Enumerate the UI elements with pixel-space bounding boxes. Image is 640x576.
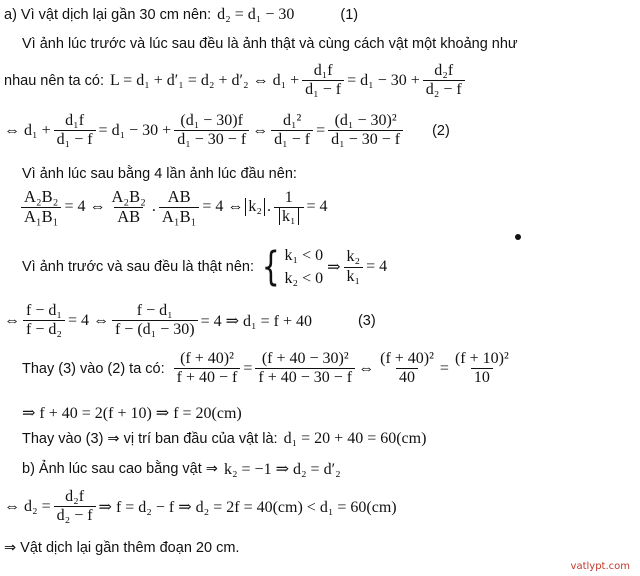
line-a4 [4, 112, 450, 150]
equation-part: = 4 ⇔ [67, 311, 109, 329]
equation-rest: ⇒ f = d₂ − f ⇒ d₂ = 2f = 40(cm) < d₁ = 60(cm) [98, 498, 397, 516]
equation-result: = 4 ⇒ d₁ = f + 40 [200, 312, 312, 330]
paragraph-text: Vì ảnh lúc trước và lúc sau đều là ảnh thật và cùng cách vật một khoảng như [22, 36, 518, 52]
line-a6: $\frac{\text{A₂B₂}}{\text{A₁B₁}}$ = 4 ⇔ A₂B₂ AB . $\frac{AB}{\text{A₁B₁}}$ = 4 ⇔ k₂ . $\frac{1}{\text{k₁}}$ = 4 [18, 188, 328, 227]
line-lead: ⇔ d₂ = [4, 497, 51, 515]
line-a8: ⇔ $\frac{\text{f − d₁}}{\text{f − d₂}}$ = 4 ⇔ $\frac{\text{f − d₁}}{\text{f − (d₁ − 30)}}$ = 4 ⇒ d₁ = f + 40 (3) [4, 302, 376, 339]
equation-2-tag: (2) [432, 122, 450, 139]
part-a-intro: a) Vì vật dịch lại gần 30 cm nên: [4, 7, 212, 23]
implies-arrow: ⇒ [327, 259, 341, 277]
fraction: $\frac{\text{f − d₁}}{\text{f − d₂}}$ [23, 302, 65, 340]
fraction: $\frac{\text{d₁²}}{\text{d₁ − f}}$ [271, 112, 313, 150]
system-row: k₂ < 0 [284, 270, 324, 288]
paragraph-text: Vì ảnh lúc sau bằng 4 lần ảnh lúc đầu nên: [22, 166, 297, 182]
equation-part: = 4 [306, 198, 328, 216]
equation-part: = 4 ⇔ [202, 198, 244, 216]
fraction: $\frac{\text{(f + 40)²}}{40}$ [380, 350, 434, 387]
left-brace-icon: { [261, 244, 280, 291]
fraction: $\frac{\text{k₂}}{\text{k₁}}$ [344, 248, 364, 286]
equation-l-mid: = d₁ − 30 + [347, 71, 420, 89]
fraction: $\frac{\text{f − d₁}}{\text{f − (d₁ − 30)}}$ [112, 302, 198, 340]
fraction: $\frac{\text{(f + 10)²}}{10}$ [454, 350, 509, 387]
line-a1 [4, 6, 358, 24]
fraction: A₂B₂ AB [111, 187, 146, 226]
fraction: $\frac{\text{(f + 40)²}}{f + 40 - f}$ [174, 350, 241, 388]
line-a10 [22, 403, 242, 423]
equation-mid: = d₁ − 30 + [98, 121, 172, 139]
inequality-system [258, 244, 323, 290]
line-b2 [4, 488, 397, 526]
abs-k2: k₂ [245, 198, 265, 216]
line-a5 [22, 166, 297, 182]
dot-operator: . [151, 198, 156, 216]
ink-dot [515, 234, 521, 240]
line-a3 [4, 62, 468, 100]
fraction: $\frac{\text{A₂B₂}}{\text{A₁B₁}}$ [21, 188, 61, 227]
equation-part: = 4 ⇔ [64, 198, 106, 216]
equation-1-tag: (1) [340, 7, 359, 23]
equation-part: = 4 [366, 258, 388, 276]
fraction: $\frac{\text{(d₁ − 30)f}}{\text{d₁ − 30 − f}}$ [174, 112, 249, 150]
fraction: $\frac{\text{(d₁ − 30)²}}{\text{d₁ − 30 − f}}$ [328, 112, 403, 150]
fraction: $\frac{1}{\text{k₁}}$ [274, 189, 304, 227]
line-b1 [22, 459, 341, 479]
equation-l-lhs: L = d₁ + d′₁ = d₂ + d′₂ ⇔ d₁ + [109, 71, 300, 89]
fraction: $\frac{\text{d₁f}}{\text{d₁ − f}}$ [54, 112, 96, 150]
paragraph-text: Thay vào (3) ⇒ vị trí ban đầu của vật là: [22, 431, 278, 447]
equation-line: ⇒ f + 40 = 2(f + 10) ⇒ f = 20(cm) [22, 405, 242, 422]
fraction: $\frac{AB}{\text{A₁B₁}}$ [159, 188, 199, 227]
equation-3-tag: (3) [357, 312, 376, 329]
paragraph-text: nhau nên ta có: [4, 72, 104, 89]
paragraph-text: Thay (3) vào (2) ta có: [22, 360, 165, 377]
fraction: $\frac{\text{d₂f}}{\text{d₂ − f}}$ [54, 488, 96, 526]
system-row: k₁ < 0 [284, 247, 324, 264]
watermark: vatlypt.com [570, 561, 630, 572]
conclusion: ⇒ Vật dịch lại gần thêm đoạn 20 cm. [4, 540, 240, 556]
line-a7 [22, 244, 387, 290]
line-a9: Thay (3) vào (2) ta có: $\frac{\text{(f + 40)²}}{f + 40 - f}$ = $\frac{\text{(f + 40 − 30)²}}{f + 40 - 30 - f}$ ⇔ $\frac{\text{(f + 40)²}}{40}$ = $\frac{\text{(f + 10)²}}{10}$ [22, 350, 515, 388]
fraction: $\frac{\text{(f + 40 − 30)²}}{f + 40 - 30 - f}$ [255, 350, 355, 388]
fraction: $\frac{\text{d₁f}}{\text{d₁ − f}}$ [302, 62, 344, 100]
part-b-intro: b) Ảnh lúc sau cao bằng vật ⇒ [22, 461, 218, 477]
equation-inline: d₁ = 20 + 40 = 60(cm) [283, 430, 427, 447]
equivalence-arrow: ⇔ [252, 121, 269, 139]
paragraph-text: Vì ảnh trước và sau đều là thật nên: [22, 259, 255, 276]
line-lead: ⇔ d₁ + [4, 121, 51, 139]
line-a2 [22, 36, 518, 52]
line-a11 [22, 430, 426, 448]
equation-1: d₂ = d₁ − 30 [217, 6, 295, 23]
equation-inline: k₂ = −1 ⇒ d₂ = d′₂ [223, 461, 341, 478]
equals-sign: = [316, 121, 326, 139]
fraction: $\frac{\text{d₂f}}{\text{d₂ − f}}$ [423, 62, 465, 100]
line-b3 [4, 540, 239, 556]
